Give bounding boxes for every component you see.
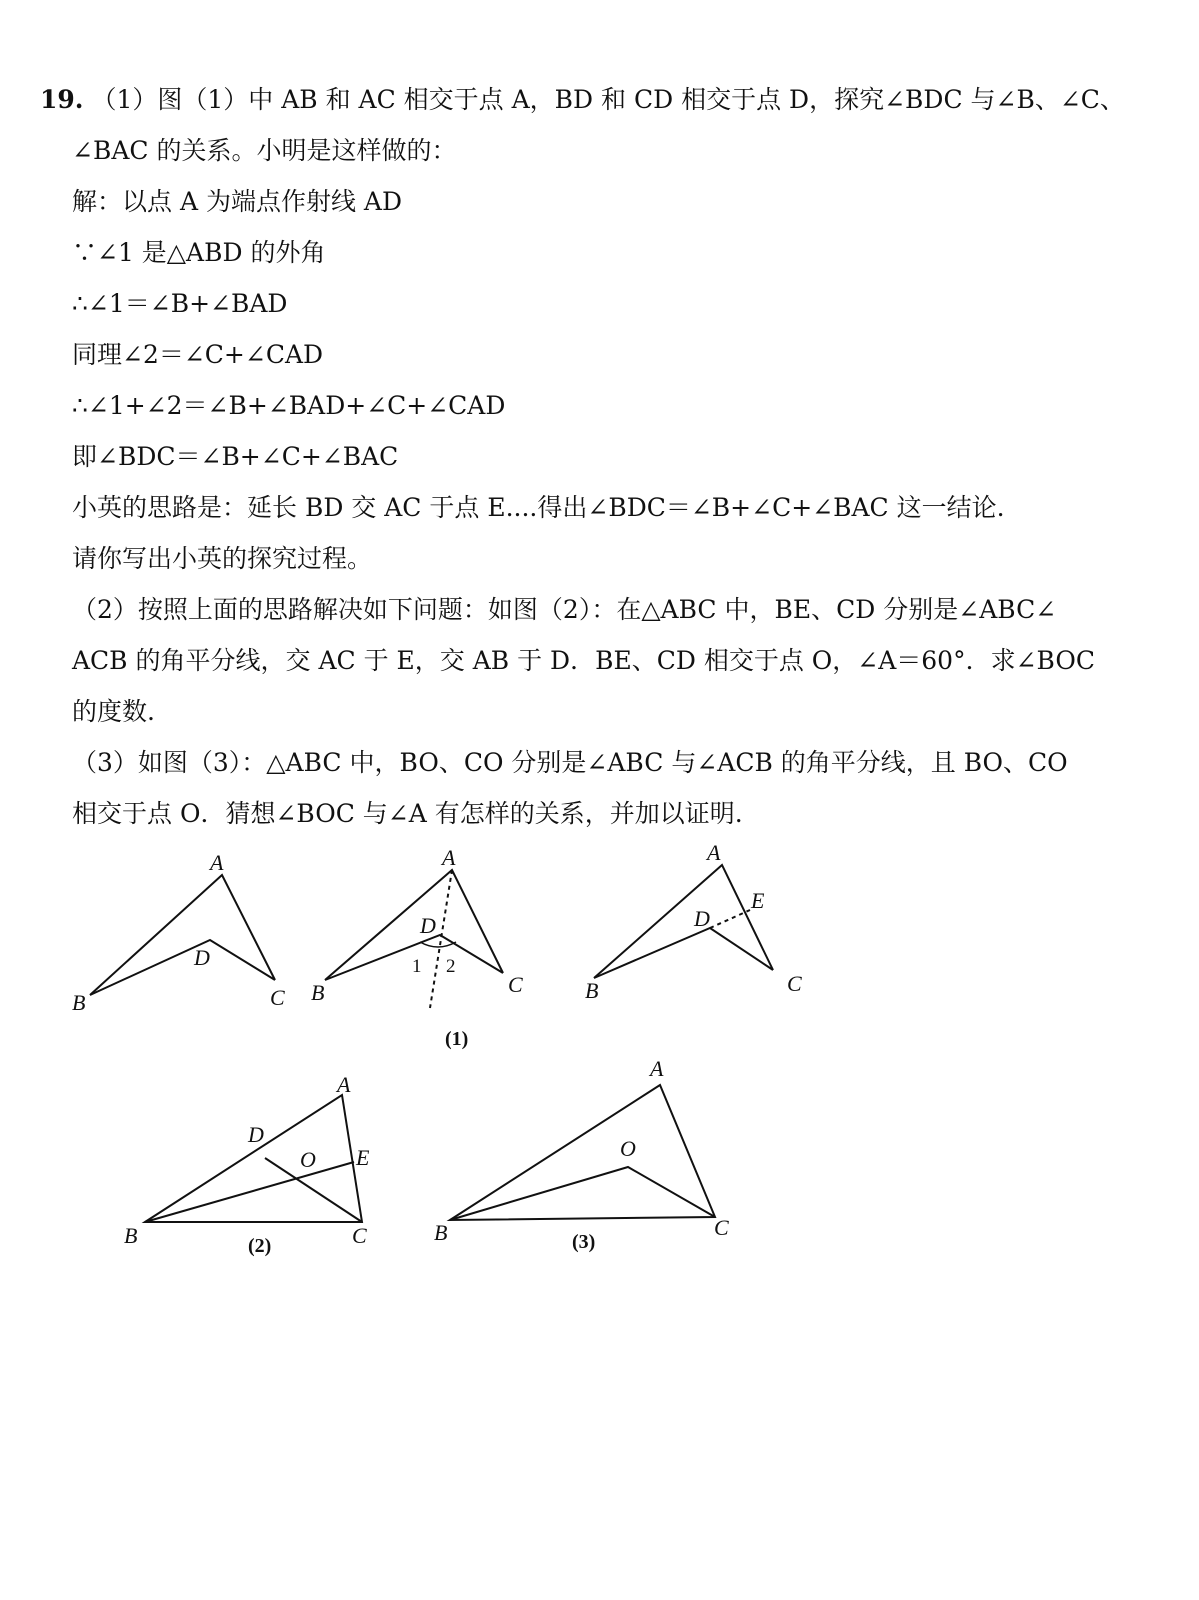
fig1c-label-e: E bbox=[751, 888, 765, 913]
solution-line-5: ∴∠1+∠2＝∠B+∠BAD+∠C+∠CAD bbox=[72, 391, 506, 420]
fig1b-label-a: A bbox=[442, 845, 456, 870]
fig1b-label-c: C bbox=[508, 972, 523, 997]
solution-line-6: 即∠BDC＝∠B+∠C+∠BAC bbox=[72, 442, 399, 471]
part3-line-2: 相交于点 O．猜想∠BOC 与∠A 有怎样的关系，并加以证明. bbox=[72, 799, 743, 828]
fig1c-label-c: C bbox=[787, 971, 802, 996]
fig1b-ray-ad bbox=[430, 870, 452, 1008]
figure-2 bbox=[145, 1095, 362, 1222]
fig2-caption: (2) bbox=[248, 1235, 272, 1257]
problem-line-1 bbox=[40, 84, 1125, 116]
figure-3 bbox=[450, 1085, 715, 1220]
figure-1a bbox=[90, 875, 275, 995]
problem-text: （1）图（1）中 AB 和 AC 相交于点 A，BD 和 CD 相交于点 D，探究∠BDC 与∠B、∠C、 bbox=[91, 85, 1125, 114]
figure-1b bbox=[325, 870, 503, 1008]
fig3-label-a: A bbox=[650, 1056, 664, 1081]
problem-number: 19. bbox=[40, 85, 84, 114]
task-line: 请你写出小英的探究过程。 bbox=[72, 544, 373, 573]
fig2-label-b: B bbox=[124, 1223, 138, 1248]
fig2-label-a: A bbox=[337, 1072, 351, 1097]
fig1a-label-c: C bbox=[270, 985, 285, 1010]
fig3-label-o: O bbox=[620, 1136, 636, 1161]
solution-line-2: ∵∠1 是△ABD 的外角 bbox=[72, 238, 326, 267]
fig1c-label-b: B bbox=[585, 978, 599, 1003]
fig1-caption: (1) bbox=[445, 1028, 469, 1050]
fig2-triangle-abc bbox=[145, 1095, 362, 1222]
fig1a-label-d: D bbox=[194, 945, 210, 970]
solution-line-3: ∴∠1＝∠B+∠BAD bbox=[72, 289, 288, 318]
figures-area bbox=[0, 840, 1199, 1320]
problem-line-2: ∠BAC 的关系。小明是这样做的： bbox=[72, 136, 457, 165]
fig2-label-o: O bbox=[300, 1147, 316, 1172]
fig1b-label-angle1: 1 bbox=[412, 956, 422, 977]
fig2-label-d: D bbox=[248, 1122, 264, 1147]
part2-line-1: （2）按照上面的思路解决如下问题：如图（2）：在△ABC 中，BE、CD 分别是∠ABC∠ bbox=[72, 595, 1057, 624]
part2-line-2: ACB 的角平分线，交 AC 于 E，交 AB 于 D．BE、CD 相交于点 O，∠A＝60°．求∠BOC bbox=[72, 646, 1095, 675]
fig3-triangle-abc bbox=[450, 1085, 715, 1220]
figure-1c bbox=[594, 865, 773, 978]
fig1a-segment-bac bbox=[90, 875, 275, 995]
fig1c-extension-de bbox=[710, 910, 750, 928]
part2-line-3: 的度数. bbox=[72, 697, 155, 726]
solution-line-1: 解：以点 A 为端点作射线 AD bbox=[72, 187, 402, 216]
fig1b-label-angle2: 2 bbox=[446, 956, 456, 977]
part3-line-1: （3）如图（3）：△ABC 中，BO、CO 分别是∠ABC 与∠ACB 的角平分线，且 BO、CO bbox=[72, 748, 1068, 777]
fig2-segment-be bbox=[145, 1162, 354, 1222]
fig1b-label-d: D bbox=[420, 913, 436, 938]
fig2-label-c: C bbox=[352, 1223, 367, 1248]
xiaoying-line: 小英的思路是：延长 BD 交 AC 于点 E....得出∠BDC＝∠B+∠C+∠BAC 这一结论. bbox=[72, 493, 1005, 522]
fig3-label-b: B bbox=[434, 1220, 448, 1245]
fig1a-label-b: B bbox=[72, 990, 86, 1015]
fig3-caption: (3) bbox=[572, 1231, 596, 1253]
fig1b-label-b: B bbox=[311, 980, 325, 1005]
fig3-label-c: C bbox=[714, 1215, 729, 1240]
fig1b-angle-arc bbox=[420, 942, 456, 947]
fig1c-segment-bac bbox=[594, 865, 773, 978]
fig2-label-e: E bbox=[356, 1145, 370, 1170]
fig1a-segment-bdc bbox=[90, 940, 275, 995]
fig1a-label-a: A bbox=[210, 850, 224, 875]
fig1c-label-d: D bbox=[694, 906, 710, 931]
fig1c-label-a: A bbox=[707, 840, 721, 865]
solution-line-4: 同理∠2＝∠C+∠CAD bbox=[72, 340, 324, 369]
